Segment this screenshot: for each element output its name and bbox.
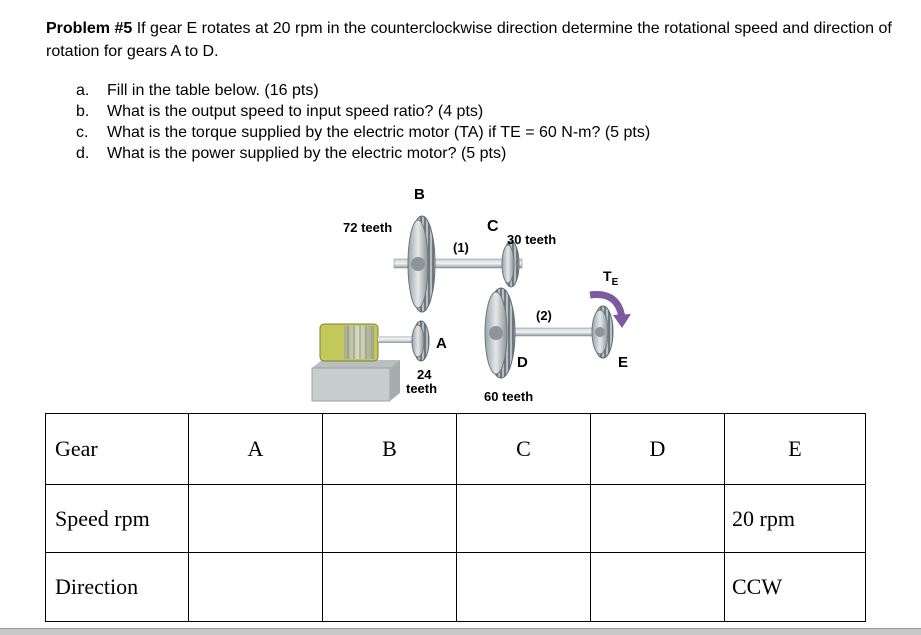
- direction-cell-e: CCW: [725, 553, 866, 622]
- question-c: [76, 122, 650, 143]
- problem-label: Problem #5: [46, 20, 133, 37]
- gear-a-teeth-word: teeth: [406, 381, 438, 396]
- direction-cell-c: [457, 553, 591, 622]
- gear-c-label: C: [487, 218, 499, 235]
- gear-d: [485, 288, 515, 378]
- question-letter: d.: [76, 145, 90, 162]
- question-letter: c.: [76, 124, 89, 141]
- gear-a: [412, 321, 429, 361]
- gear-header-b: B: [323, 414, 457, 485]
- electric-motor: [320, 324, 414, 361]
- direction-cell-b: [323, 553, 457, 622]
- row-label-gear: Gear: [46, 414, 189, 485]
- table-row-direction: [46, 553, 866, 622]
- torque-label: $T_E$: [603, 268, 619, 288]
- gear-header-d: D: [591, 414, 725, 485]
- question-letter: a.: [76, 82, 90, 99]
- shaft-1-label: (1): [453, 240, 469, 255]
- gear-d-label: D: [517, 354, 528, 371]
- question-d: [76, 143, 650, 164]
- gear-c-teeth: 30 teeth: [507, 232, 557, 247]
- question-a: [76, 80, 650, 101]
- table-row-gear: [46, 414, 866, 485]
- gear-table: [45, 413, 866, 622]
- problem-statement: [46, 17, 906, 63]
- question-text: What is the power supplied by the electric motor? (5 pts): [107, 145, 507, 162]
- gear-train-diagram: [300, 183, 660, 413]
- gear-b-teeth: 72 teeth: [343, 220, 393, 235]
- gear-a-label: A: [436, 335, 447, 352]
- speed-cell-a: [189, 485, 323, 553]
- gear-d-teeth: 60 teeth: [484, 389, 534, 404]
- motor-base: [312, 360, 400, 401]
- question-text: Fill in the table below. (16 pts): [107, 82, 319, 99]
- question-text: What is the output speed to input speed ratio? (4 pts): [107, 103, 484, 120]
- speed-cell-d: [591, 485, 725, 553]
- row-label-speed: Speed rpm: [46, 485, 189, 553]
- direction-cell-d: [591, 553, 725, 622]
- row-label-direction: Direction: [46, 553, 189, 622]
- speed-cell-e: 20 rpm: [725, 485, 866, 553]
- question-b: [76, 101, 650, 122]
- gear-header-c: C: [457, 414, 591, 485]
- gear-a-teeth-number: 24: [417, 367, 432, 382]
- gear-c: [502, 241, 519, 287]
- shaft-2-label: (2): [536, 308, 552, 323]
- gear-e: [592, 306, 613, 358]
- problem-text: If gear E rotates at 20 rpm in the counterclockwise direction determine the rotational speed and direction of rotation for gears A to D.: [46, 20, 892, 60]
- gear-header-e: E: [725, 414, 866, 485]
- question-letter: b.: [76, 103, 90, 120]
- gear-b-label: B: [414, 186, 425, 203]
- speed-cell-b: [323, 485, 457, 553]
- gear-b: [408, 216, 435, 312]
- gear-header-a: A: [189, 414, 323, 485]
- question-text: What is the torque supplied by the electric motor (TA) if TE = 60 N-m? (5 pts): [107, 124, 651, 141]
- table-row-speed: [46, 485, 866, 553]
- gear-e-label: E: [618, 354, 629, 371]
- direction-cell-a: [189, 553, 323, 622]
- question-list: [76, 80, 650, 164]
- speed-cell-c: [457, 485, 591, 553]
